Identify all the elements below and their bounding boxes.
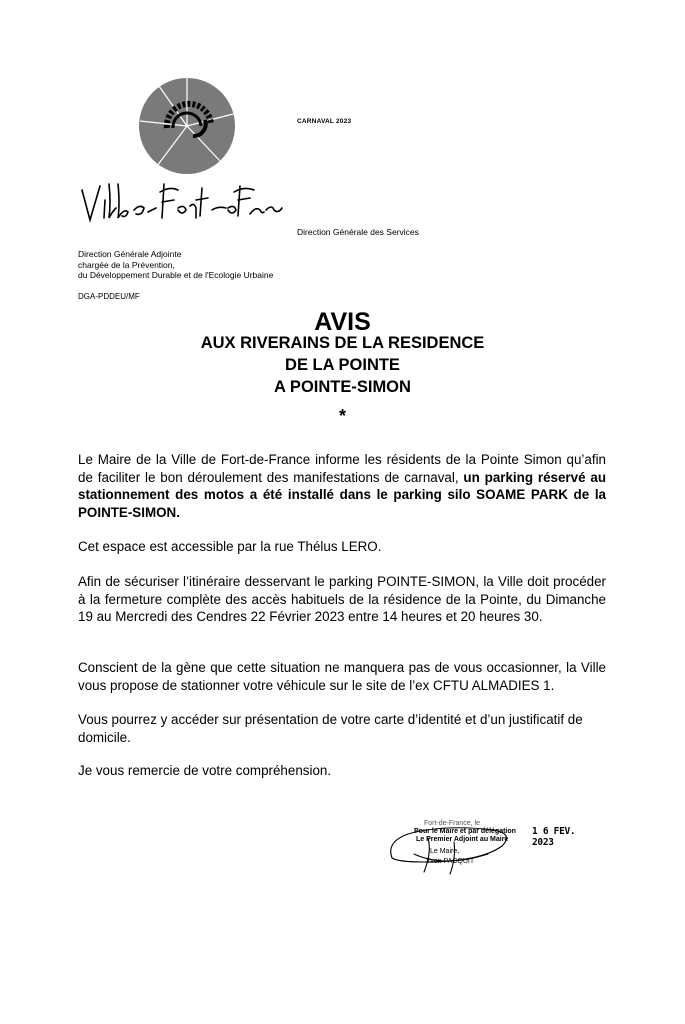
paragraph-bold-text: un parking réservé au stationnement des motos a été installé dans le parking silo SOAME PARK de la POINTE-SIMON. [78, 469, 607, 520]
notice-subtitle-line: DE LA POINTE [285, 356, 400, 374]
paragraph-access: Cet espace est accessible par la rue Thélus LERO. [78, 539, 382, 554]
notice-title: AVIS [314, 308, 371, 336]
paragraph-closure: Afin de sécuriser l’itinéraire desservant le parking POINTE-SIMON, la Ville doit procéder à la fermeture complète des accès habituels de la résidence de la Pointe, du Dimanche 19 au Mercredi des Cendres 22 Février 2023 entre 14 heures et 20 heures 30. [78, 574, 606, 625]
stamp-line: Yvon PACQUIT [426, 858, 475, 865]
stamp-line: Le Maire, [430, 848, 460, 855]
paragraph-parking [78, 451, 606, 521]
date-stamp: 1 6 FEV. 2023 [532, 826, 576, 848]
sub-direction-line: chargée de la Prévention, [78, 259, 175, 270]
stamp-line: Fort-de-France, le [424, 820, 481, 827]
stamp-line: Pour le Maire et par délégation [414, 828, 516, 835]
title-separator: * [338, 406, 346, 426]
handwritten-signature [384, 818, 524, 880]
sub-direction [78, 249, 273, 281]
paragraph-thanks: Je vous remercie de votre compréhension. [78, 763, 332, 778]
event-tag: CARNAVAL 2023 [297, 118, 352, 125]
paragraph-text: Le Maire de la Ville de Fort-de-France informe les résidents de la Pointe Simon qu’afin de faciliter le bon déroulement des manifestations de carnaval, [78, 452, 606, 485]
document-reference: DGA-PDDEU/MF [78, 292, 140, 301]
direction-generale: Direction Générale des Services [297, 227, 419, 237]
paragraph-alternative: Conscient de la gène que cette situation ne manquera pas de vous occasionner, la Ville vous propose de stationner votre véhicule sur le site de l’ex CFTU ALMADIES 1. [78, 660, 606, 693]
notice-subtitle-line: AUX RIVERAINS DE LA RESIDENCE [200, 334, 485, 352]
signature-block [384, 818, 584, 880]
sub-direction-line: du Développement Durable et de l'Ecologie Urbaine [78, 270, 274, 280]
city-wordmark [78, 178, 288, 230]
stamp-line: Le Premier Adjoint au Maire [416, 836, 509, 843]
sub-direction-line: Direction Générale Adjointe [78, 249, 182, 259]
city-logo [137, 76, 237, 176]
paragraph-requirements: Vous pourrez y accéder sur présentation de votre carte d’identité et d’un justificatif de domicile. [78, 712, 583, 745]
notice-subtitle-line: A POINTE-SIMON [274, 378, 411, 396]
